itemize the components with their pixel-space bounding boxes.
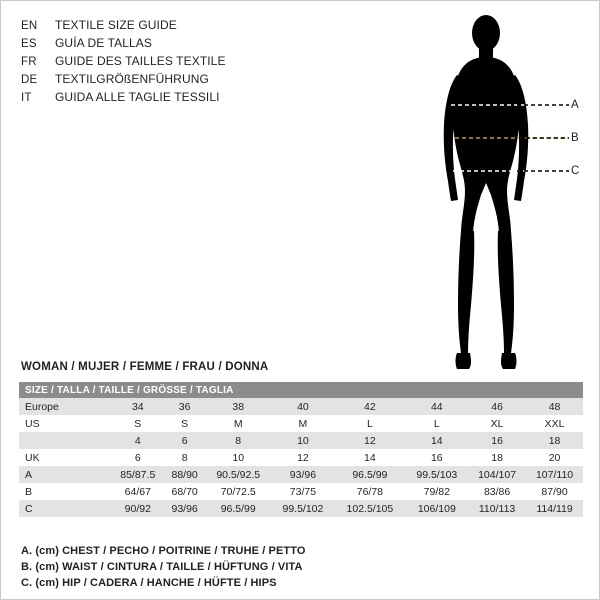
table-cell: 68/70 <box>165 483 205 500</box>
table-cell: 8 <box>205 432 272 449</box>
language-title: TEXTILE SIZE GUIDE <box>55 18 177 32</box>
table-cell: 64/67 <box>111 483 165 500</box>
section-title-woman: WOMAN / MUJER / FEMME / FRAU / DONNA <box>21 361 269 373</box>
table-cell: 16 <box>468 432 526 449</box>
language-row <box>21 70 351 88</box>
language-title: TEXTILGRÖßENFÜHRUNG <box>55 72 209 86</box>
table-cell: 114/119 <box>526 500 583 517</box>
table-cell: 16 <box>406 449 468 466</box>
table-cell: 102.5/105 <box>334 500 405 517</box>
table-header-label: SIZE / TALLA / TAILLE / GRÖSSE / TAGLIA <box>19 382 583 398</box>
row-label: US <box>19 415 111 432</box>
language-row <box>21 52 351 70</box>
table-cell: S <box>111 415 165 432</box>
table-cell: 83/86 <box>468 483 526 500</box>
table-cell: 8 <box>165 449 205 466</box>
table-cell: 87/90 <box>526 483 583 500</box>
table-cell: 85/87.5 <box>111 466 165 483</box>
table-cell: 88/90 <box>165 466 205 483</box>
row-label: UK <box>19 449 111 466</box>
table-cell: 12 <box>272 449 334 466</box>
table-row <box>19 483 583 500</box>
table-cell: 6 <box>111 449 165 466</box>
table-cell: 73/75 <box>272 483 334 500</box>
legend-line-a: A. (cm) CHEST / PECHO / POITRINE / TRUHE / PETTO <box>21 545 306 557</box>
table-cell: 76/78 <box>334 483 405 500</box>
table-cell: 10 <box>272 432 334 449</box>
table-cell: 40 <box>272 398 334 415</box>
size-table <box>19 382 583 517</box>
table-cell: L <box>406 415 468 432</box>
language-code: ES <box>21 38 37 50</box>
table-cell: 36 <box>165 398 205 415</box>
table-cell: 79/82 <box>406 483 468 500</box>
body-silhouette-icon <box>421 9 591 374</box>
language-row <box>21 88 351 106</box>
table-cell: 20 <box>526 449 583 466</box>
table-cell: 107/110 <box>526 466 583 483</box>
language-code: EN <box>21 20 38 32</box>
table-cell: 93/96 <box>165 500 205 517</box>
table-cell: 110/113 <box>468 500 526 517</box>
table-cell: S <box>165 415 205 432</box>
female-body-figure <box>421 9 591 374</box>
table-cell: 42 <box>334 398 405 415</box>
language-code: IT <box>21 92 32 104</box>
table-cell: 44 <box>406 398 468 415</box>
table-cell: 14 <box>334 449 405 466</box>
table-cell: 99.5/103 <box>406 466 468 483</box>
table-cell: 18 <box>526 432 583 449</box>
table-row <box>19 398 583 415</box>
table-cell: XL <box>468 415 526 432</box>
row-label: Europe <box>19 398 111 415</box>
language-row <box>21 34 351 52</box>
table-cell: 18 <box>468 449 526 466</box>
language-title: GUIDE DES TAILLES TEXTILE <box>55 54 226 68</box>
table-cell: 96.5/99 <box>205 500 272 517</box>
table-row <box>19 466 583 483</box>
table-row <box>19 500 583 517</box>
legend-line-b: B. (cm) WAIST / CINTURA / TAILLE / HÜFTUNG / VITA <box>21 561 303 573</box>
table-cell: 90.5/92.5 <box>205 466 272 483</box>
language-code: FR <box>21 56 37 68</box>
language-row <box>21 16 351 34</box>
table-cell: 46 <box>468 398 526 415</box>
row-label: B <box>19 483 111 500</box>
table-cell: 99.5/102 <box>272 500 334 517</box>
table-cell: 93/96 <box>272 466 334 483</box>
guide-label-c: C <box>571 165 580 177</box>
guide-label-b: B <box>571 132 579 144</box>
table-cell: 4 <box>111 432 165 449</box>
language-title: GUIDA ALLE TAGLIE TESSILI <box>55 90 220 104</box>
guide-label-a: A <box>571 99 579 111</box>
row-label <box>19 432 111 449</box>
table-cell: 70/72.5 <box>205 483 272 500</box>
table-cell: 6 <box>165 432 205 449</box>
table-cell: 34 <box>111 398 165 415</box>
measurement-legend <box>21 543 581 591</box>
table-cell: 106/109 <box>406 500 468 517</box>
table-cell: 104/107 <box>468 466 526 483</box>
table-row <box>19 449 583 466</box>
table-cell: 12 <box>334 432 405 449</box>
table-cell: 96.5/99 <box>334 466 405 483</box>
table-cell: 48 <box>526 398 583 415</box>
table-cell: M <box>205 415 272 432</box>
row-label: C <box>19 500 111 517</box>
legend-line-c: C. (cm) HIP / CADERA / HANCHE / HÜFTE / HIPS <box>21 577 277 589</box>
table-cell: XXL <box>526 415 583 432</box>
table-cell: 10 <box>205 449 272 466</box>
table-cell: M <box>272 415 334 432</box>
table-cell: L <box>334 415 405 432</box>
table-cell: 90/92 <box>111 500 165 517</box>
language-title: GUÍA DE TALLAS <box>55 36 152 50</box>
table-cell: 14 <box>406 432 468 449</box>
language-header-list <box>21 16 351 106</box>
row-label: A <box>19 466 111 483</box>
language-code: DE <box>21 74 38 86</box>
table-row <box>19 432 583 449</box>
table-row <box>19 415 583 432</box>
table-header-row <box>19 382 583 398</box>
table-cell: 38 <box>205 398 272 415</box>
